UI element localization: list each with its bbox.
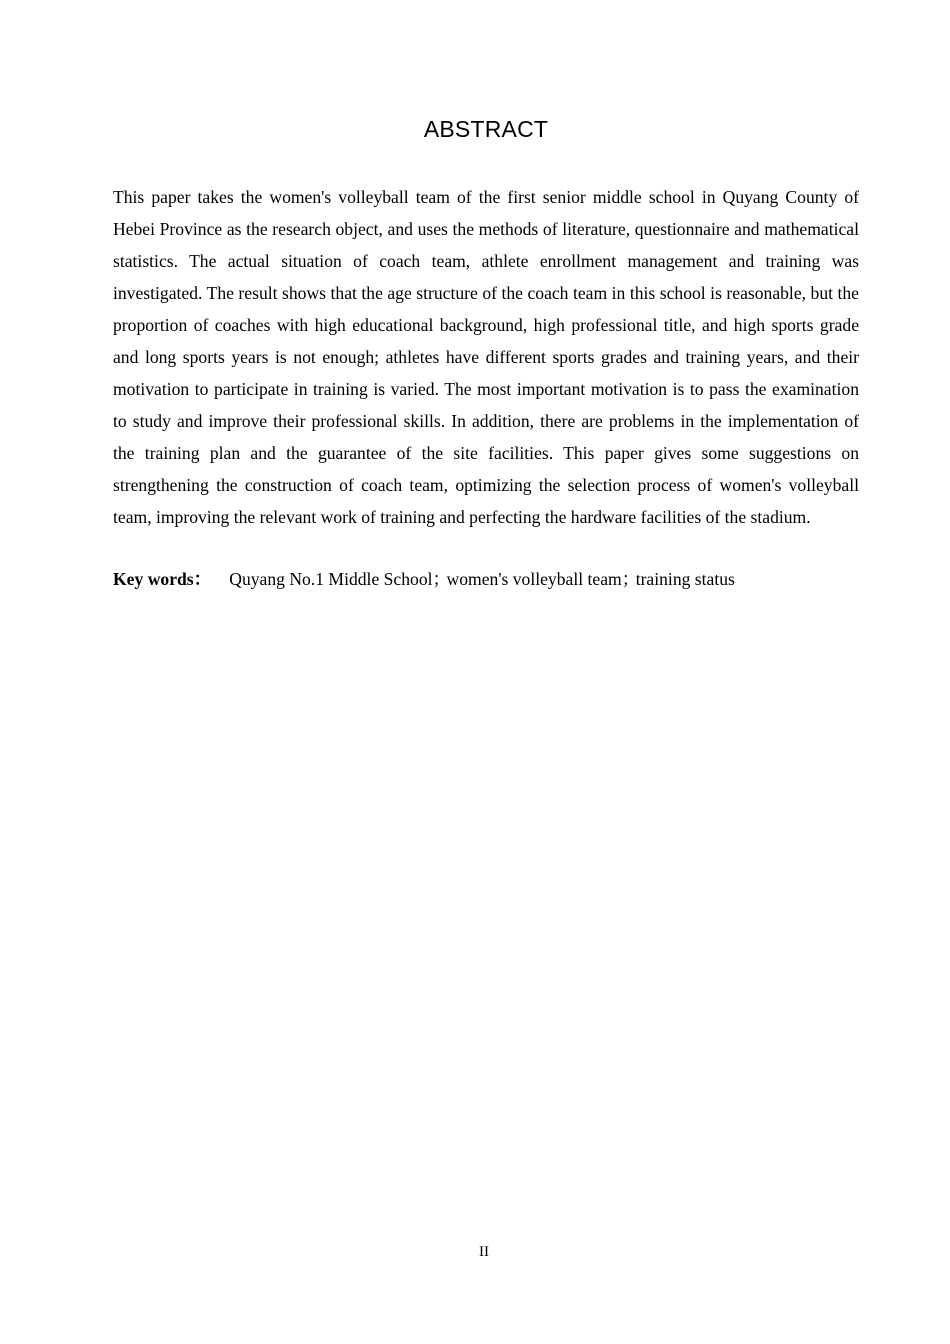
keyword-term: training status bbox=[635, 569, 735, 589]
keywords-label: Key words： bbox=[113, 569, 212, 589]
abstract-body: This paper takes the women's volleyball team of the first senior middle school in Quyang County of Hebei Province as the research object, and uses the methods of literature, questionnaire and mathematical statistics. The actual situation of coach team, athlete enrollment management and training was investigated. The result shows that the age structure of the coach team in this school is reasonable, but the proportion of coaches with high educational background, high professional title, and high sports grade and long sports years is not enough; athletes have different sports grades and training years, and their motivation to participate in training is varied. The most important motivation is to pass the examination to study and improve their professional skills. In addition, there are problems in the implementation of the training plan and the guarantee of the site facilities. This paper gives some suggestions on strengthening the construction of coach team, optimizing the selection process of women's volleyball team, improving the relevant work of training and perfecting the hardware facilities of the stadium. bbox=[113, 187, 859, 527]
keyword-term: Quyang No.1 Middle School bbox=[229, 569, 433, 589]
keyword-separator: ； bbox=[621, 569, 640, 589]
abstract-title: ABSTRACT bbox=[423, 116, 549, 142]
keyword-separator: ； bbox=[432, 569, 451, 589]
page-number: II bbox=[479, 1244, 489, 1260]
keywords-line bbox=[113, 563, 859, 595]
keyword-term: women's volleyball team bbox=[446, 569, 622, 589]
